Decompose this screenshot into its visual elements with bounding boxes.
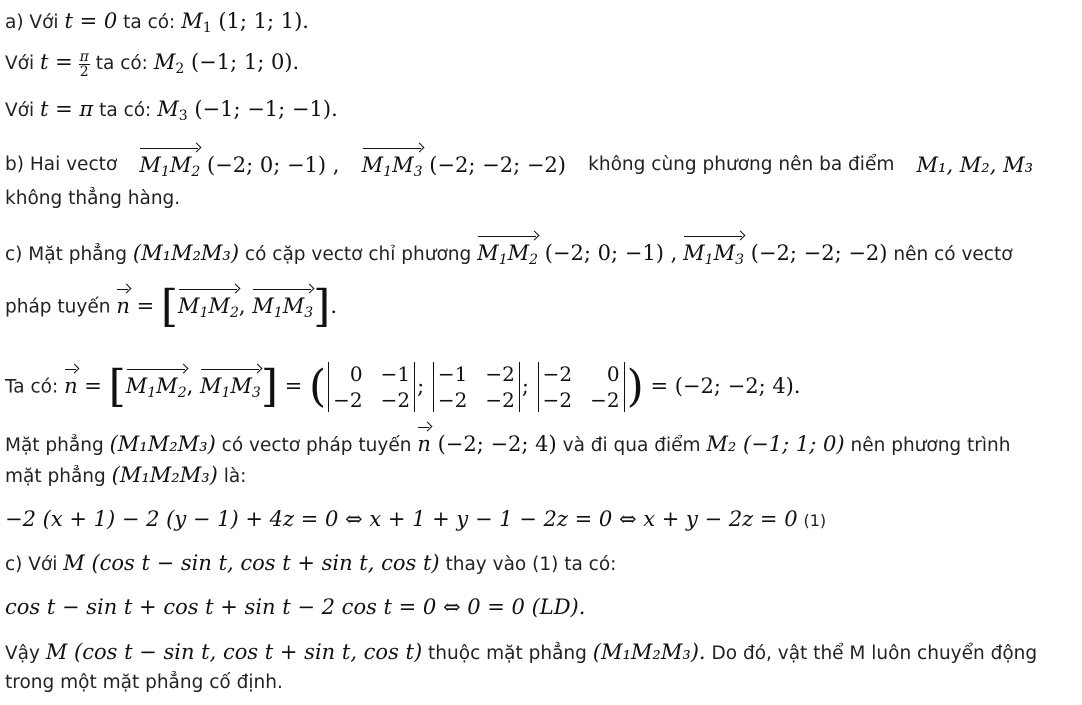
line-normal [5,281,338,332]
math-vec-M1M2: $M_1M_2$ (−2; 0; −1) , [139,153,340,180]
text: ta có: [99,100,152,121]
math-points: M₁, M₂, M₃ [916,153,1033,177]
math-M1: $M_1$ (1; 1; 1). [181,9,309,36]
text: không cùng phương nên ba điểm [588,154,895,175]
math-normal-calc: $n = [M_1M_2$, $M_1M_3$] = ( 0 −1 −2 −2 ; −1 −2 −2 −2 ; −2 0 −2 −2 ) = (−2; −2; 4). [64,361,801,412]
line-a1 [5,8,309,36]
math-plane: (M₁M₂M₃). [592,640,706,664]
text: Vậy [5,643,40,664]
text: nên phương trình [850,435,1011,456]
math-normal-def: $n = [M_1M_2$, $M_1M_3$]. [116,281,338,332]
line-conclusion [5,639,1037,667]
text: b) Hai vectơ [5,154,118,175]
text: có cặp vectơ chỉ phương [244,244,472,265]
math-equation: −2 (x + 1) − 2 (y − 1) + 4z = 0 ⇔ x + 1 + y − 1 − 2z = 0 ⇔ x + y − 2z = 0 [5,507,798,531]
math-vec-M1M3: $M_1M_3$ (−2; −2; −2) [361,153,566,180]
math-t-eq: t = [40,50,73,74]
text: ta có: [95,53,148,74]
text: mặt phẳng [5,466,106,487]
text: Do đó, vật thể M luôn chuyển động [711,643,1038,664]
text: ta có: [123,12,176,33]
math-plane: (M₁M₂M₃) [132,241,240,265]
line-c2 [5,550,616,578]
text: a) Với [5,12,59,33]
line-plane [5,431,1011,459]
math-t0: t = 0 [64,9,118,33]
math-verify: cos t − sin t + cos t + sin t − 2 cos t = 0 ⇔ 0 = 0 (LD). [5,595,586,619]
math-M2: $M_2$ (−1; 1; 0). [153,50,300,77]
math-t-pi: t = π [40,97,94,121]
text: là: [223,466,247,487]
line-calc [5,362,801,412]
text: thay vào (1) ta có: [445,554,617,575]
line-conclusion2: trong một mặt phẳng cố định. [5,672,283,693]
determinant-3: −2 0 −2 −2 [538,362,625,412]
equation-tag: (1) [803,511,827,530]
line-equation [5,506,826,534]
text: và đi qua điểm [562,435,701,456]
text: c) Mặt phẳng [5,244,127,265]
math-vec-M1M3: $M_1M_3$ (−2; −2; −2) [683,241,888,268]
math-plane: (M₁M₂M₃) [109,432,216,456]
math-M-param: M (cos t − sin t, cos t + sin t, cos t) [63,551,440,575]
fraction-pi-2: $\frac{\pi}{2}$ [79,48,89,80]
line-b [5,152,1033,178]
math-plane: (M₁M₂M₃) [111,463,218,487]
math-M3: $M_3$ (−1; −1; −1). [157,97,338,124]
math-M2: M₂ (−1; 1; 0) [706,432,845,456]
text: thuộc mặt phẳng [428,643,587,664]
line-verify [5,594,585,622]
math-M-param: M (cos t − sin t, cos t + sin t, cos t) [45,640,423,664]
text: Mặt phẳng [5,435,104,456]
text: có vectơ pháp tuyến [221,435,412,456]
text: c) Với [5,554,58,575]
text: Với [5,53,35,74]
line-a3 [5,96,338,124]
line-plane2 [5,462,246,490]
determinant-1: 0 −1 −2 −2 [328,362,415,412]
line-a2 [5,49,299,79]
line-c [5,240,1013,268]
determinant-2: −1 −2 −2 −2 [433,362,520,412]
text: pháp tuyến [5,296,111,318]
text: Với [5,100,35,121]
math-n: n (−2; −2; 4) [417,432,557,456]
line-b2: không thẳng hàng. [5,188,181,209]
math-vec-M1M2: $M_1M_2$ (−2; 0; −1) , [477,241,678,268]
text: Ta có: [5,376,59,398]
text: nên có vectơ [893,244,1013,265]
